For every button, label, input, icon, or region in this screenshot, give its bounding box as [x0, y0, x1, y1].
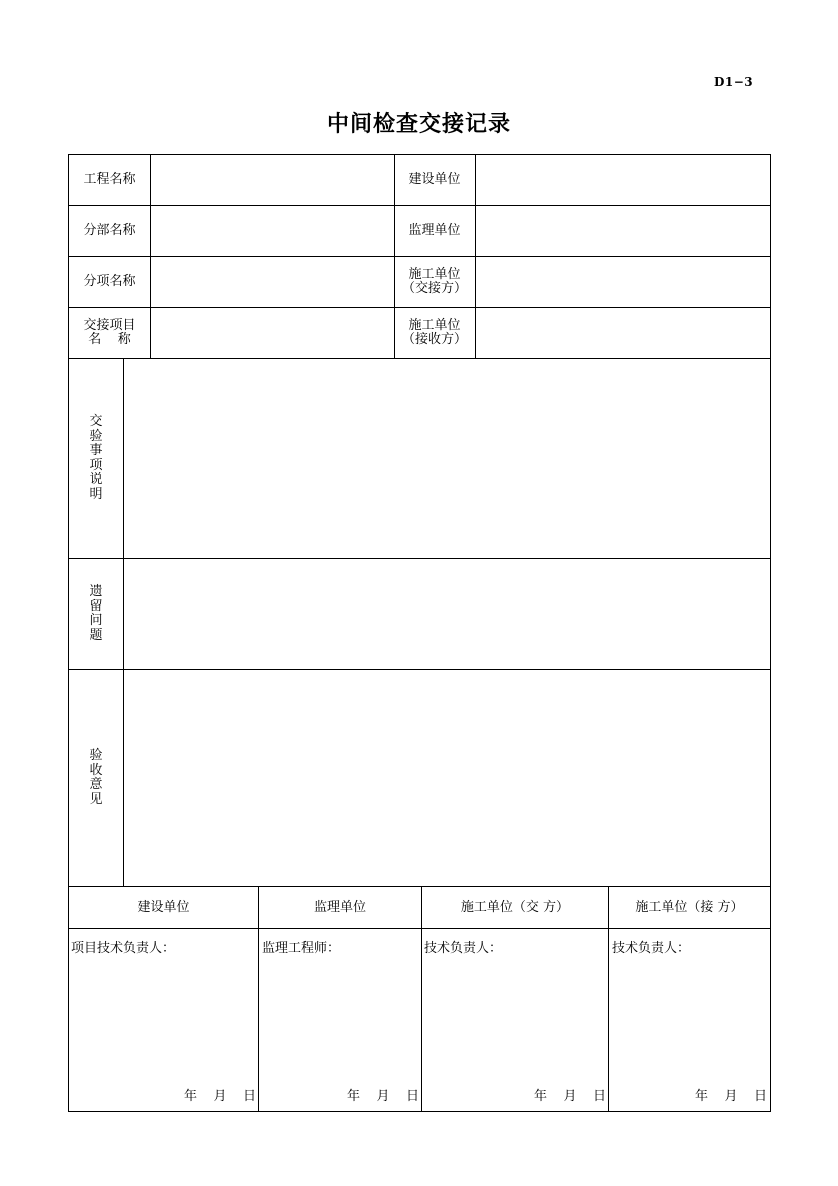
project-name-field[interactable]: [151, 156, 393, 204]
sig-area-handover[interactable]: [423, 961, 607, 1081]
contractor-receiver-label: 施工单位 （接收方）: [401, 318, 467, 347]
sig-area-supervision[interactable]: [260, 961, 420, 1081]
supervision-unit-field[interactable]: [476, 207, 770, 255]
contractor-handover-label: 施工单位 （交接方）: [401, 267, 467, 296]
remaining-issues-area[interactable]: [124, 559, 770, 669]
handover-item-field[interactable]: [151, 309, 393, 357]
division-name-label: 分部名称: [83, 223, 136, 238]
division-name-field[interactable]: [151, 207, 393, 255]
handover-note-area[interactable]: [124, 359, 770, 558]
row-divider: [69, 928, 770, 929]
sig-date-receiver: 年 月 日: [694, 1089, 767, 1104]
subitem-name-label: 分项名称: [83, 274, 136, 289]
form-code: D1−3: [714, 75, 754, 89]
sig-role-owner: 项目技术负责人：: [71, 941, 176, 956]
sig-header-owner: 建设单位: [137, 899, 190, 915]
sig-header-supervision: 监理单位: [313, 899, 366, 915]
supervision-unit-label: 监理单位: [408, 223, 461, 238]
owner-unit-field[interactable]: [476, 156, 770, 204]
page-title: 中间检查交接记录: [326, 112, 511, 137]
contractor-handover-field[interactable]: [476, 258, 770, 306]
subitem-name-field[interactable]: [151, 258, 393, 306]
sig-header-handover: 施工单位（交 方）: [460, 899, 570, 915]
record-table: [68, 154, 771, 1112]
sig-role-supervision: 监理工程师：: [262, 941, 341, 956]
contractor-receiver-field[interactable]: [476, 309, 770, 357]
handover-note-label: 交验事项说明: [89, 414, 103, 502]
remaining-issues-label: 遗留问题: [89, 584, 103, 643]
sig-date-supervision: 年 月 日: [346, 1089, 419, 1104]
owner-unit-label: 建设单位: [408, 172, 461, 187]
acceptance-opinion-area[interactable]: [124, 670, 770, 886]
project-name-label: 工程名称: [83, 172, 136, 187]
sig-role-receiver: 技术负责人：: [612, 941, 691, 956]
sig-role-handover: 技术负责人：: [424, 941, 503, 956]
sig-date-handover: 年 月 日: [533, 1089, 606, 1104]
sig-area-receiver[interactable]: [610, 961, 769, 1081]
sig-area-owner[interactable]: [70, 961, 257, 1081]
sig-header-receiver: 施工单位（接 方）: [635, 899, 744, 915]
handover-item-label: 交接项目 名 称: [83, 318, 136, 347]
sig-date-owner: 年 月 日: [183, 1089, 256, 1104]
acceptance-opinion-label: 验收意见: [89, 748, 103, 807]
